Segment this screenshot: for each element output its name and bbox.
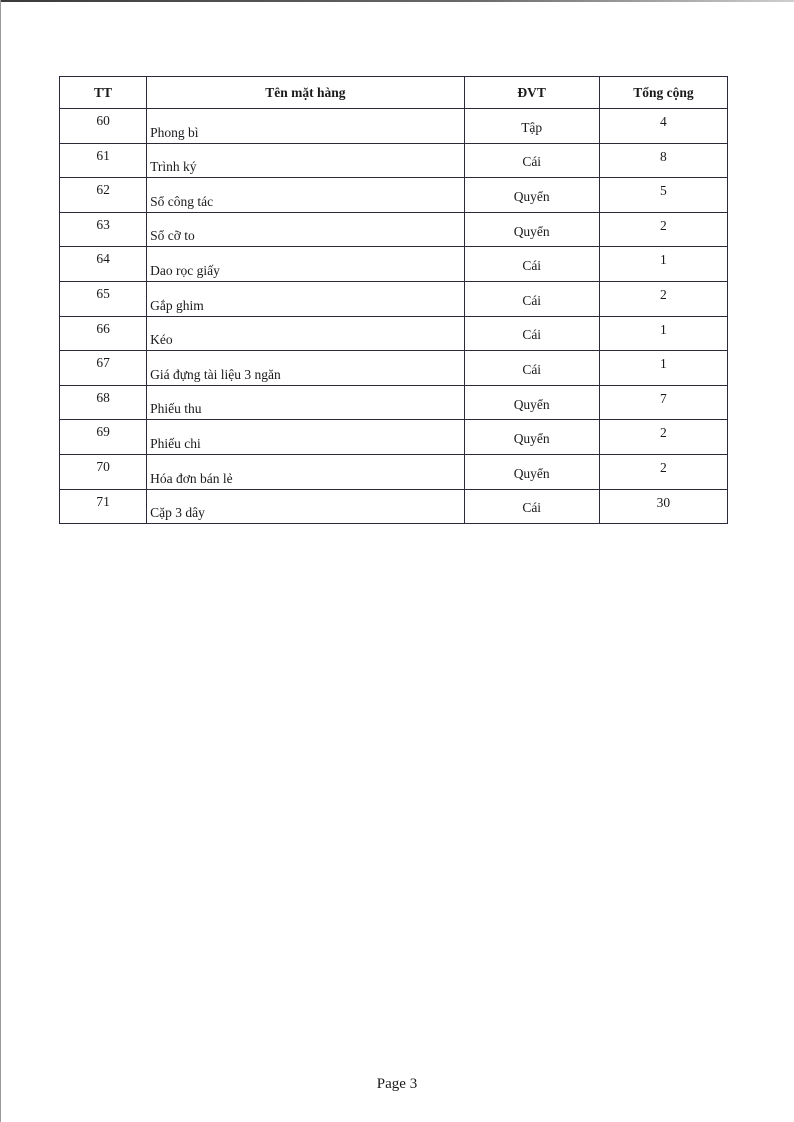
row-total: 7 (599, 385, 727, 420)
table-row (60, 489, 728, 524)
table-row (60, 420, 728, 455)
items-table (59, 76, 728, 524)
row-total: 1 (599, 247, 727, 282)
table-row (60, 316, 728, 351)
row-unit: Tập (464, 109, 599, 144)
row-unit: Cái (464, 489, 599, 524)
row-tt: 69 (60, 420, 147, 455)
row-total: 5 (599, 178, 727, 213)
table-row (60, 385, 728, 420)
row-item-name: Hóa đơn bán lẻ (147, 454, 464, 489)
table-row (60, 109, 728, 144)
row-unit: Quyển (464, 178, 599, 213)
row-total: 1 (599, 351, 727, 386)
row-total: 2 (599, 212, 727, 247)
row-tt: 60 (60, 109, 147, 144)
table-row (60, 247, 728, 282)
row-item-name: Cặp 3 dây (147, 489, 464, 524)
row-total: 1 (599, 316, 727, 351)
row-item-name: Trình ký (147, 143, 464, 178)
row-item-name: Sổ công tác (147, 178, 464, 213)
row-tt: 63 (60, 212, 147, 247)
row-tt: 62 (60, 178, 147, 213)
row-total: 2 (599, 420, 727, 455)
table-row (60, 351, 728, 386)
row-total: 4 (599, 109, 727, 144)
table-row (60, 281, 728, 316)
row-item-name: Phong bì (147, 109, 464, 144)
row-unit: Quyển (464, 212, 599, 247)
header-tt: TT (60, 77, 147, 109)
row-unit: Cái (464, 281, 599, 316)
row-unit: Cái (464, 143, 599, 178)
row-total: 2 (599, 454, 727, 489)
row-tt: 68 (60, 385, 147, 420)
scan-edge-left (0, 0, 1, 1122)
row-unit: Cái (464, 247, 599, 282)
row-total: 30 (599, 489, 727, 524)
row-total: 8 (599, 143, 727, 178)
row-unit: Quyển (464, 385, 599, 420)
row-tt: 70 (60, 454, 147, 489)
table-body (60, 109, 728, 524)
scan-edge (0, 0, 794, 2)
table-row (60, 143, 728, 178)
header-item-name: Tên mặt hàng (147, 77, 464, 109)
row-item-name: Gắp ghim (147, 281, 464, 316)
row-item-name: Dao rọc giấy (147, 247, 464, 282)
row-tt: 61 (60, 143, 147, 178)
row-item-name: Giá đựng tài liệu 3 ngăn (147, 351, 464, 386)
row-tt: 71 (60, 489, 147, 524)
page-number: Page 3 (376, 1076, 418, 1092)
row-unit: Quyển (464, 454, 599, 489)
row-unit: Cái (464, 351, 599, 386)
table-header-row (60, 77, 728, 109)
row-item-name: Phiếu chi (147, 420, 464, 455)
row-tt: 65 (60, 281, 147, 316)
row-item-name: Phiếu thu (147, 385, 464, 420)
header-unit: ĐVT (464, 77, 599, 109)
row-total: 2 (599, 281, 727, 316)
row-tt: 64 (60, 247, 147, 282)
row-tt: 66 (60, 316, 147, 351)
table-row (60, 212, 728, 247)
row-item-name: Kéo (147, 316, 464, 351)
row-tt: 67 (60, 351, 147, 386)
row-unit: Cái (464, 316, 599, 351)
header-total: Tổng cộng (599, 77, 727, 109)
row-item-name: Sổ cỡ to (147, 212, 464, 247)
table-row (60, 178, 728, 213)
table-row (60, 454, 728, 489)
row-unit: Quyển (464, 420, 599, 455)
